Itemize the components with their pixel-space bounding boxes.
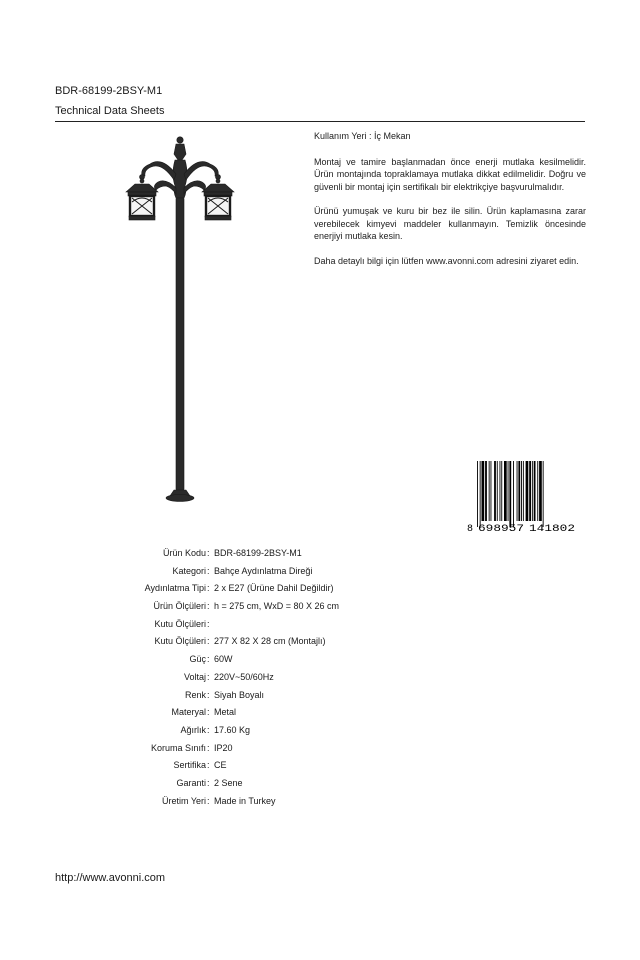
spec-row (0, 757, 640, 775)
barcode-bar (532, 461, 533, 521)
header-divider (55, 121, 585, 122)
barcode-bar (523, 461, 524, 521)
spec-value: 2 x E27 (Ürüne Dahil Değildir) (214, 583, 334, 594)
spec-row (0, 687, 640, 705)
spec-label: Sertifika (173, 760, 206, 771)
barcode-bar (477, 461, 478, 527)
spec-value: IP20 (214, 742, 233, 753)
spec-row (0, 651, 640, 669)
installation-warning: Montaj ve tamire başlanmadan önce enerji mutlaka kesilmelidir. Ürün montajında topraklamaya mutlaka dikkat edilmelidir. Doğru ve güvenli bir montaj için sertifikalı bir elektrikçiye başvurulmalıdır. (314, 156, 586, 192)
spec-value: 2 Sene (214, 777, 243, 788)
spec-value: BDR-68199-2BSY-M1 (214, 548, 302, 558)
spec-separator: : (207, 654, 210, 665)
barcode-bar (491, 461, 492, 521)
barcode-bar (513, 461, 514, 527)
specifications-table (0, 545, 640, 810)
spec-row (0, 669, 640, 687)
spec-label: Ürün Kodu (162, 548, 206, 558)
barcode-bar (485, 461, 487, 521)
barcode-bar (494, 461, 496, 521)
barcode-bar (521, 461, 522, 521)
spec-row (0, 722, 640, 740)
barcode-bar (518, 461, 520, 521)
spec-row (0, 740, 640, 758)
spec-separator: : (207, 760, 210, 771)
barcode-bar (534, 461, 536, 521)
cleaning-instructions: Ürünü yumuşak ve kuru bir bez ile silin. Ürün kaplamasına zarar verebilecek kimyevi maddeler kullanmayın. Temizlik öncesinde enerjiyi mutlaka kesin. (314, 206, 586, 241)
spec-separator: : (207, 601, 210, 612)
spec-value: h = 275 cm, WxD = 80 X 26 cm (214, 601, 340, 612)
spec-label: Kutu Ölçüleri (154, 618, 206, 629)
spec-row (0, 563, 640, 581)
spec-value: 17.60 Kg (214, 724, 251, 735)
header (55, 84, 585, 122)
barcode-bars (477, 461, 544, 527)
spec-label: Ürün Ölçüleri (153, 601, 206, 612)
spec-value: Bahçe Aydınlatma Direği (214, 565, 313, 576)
barcode-bar (504, 461, 507, 521)
spec-separator: : (207, 742, 210, 753)
spec-row (0, 775, 640, 793)
barcode-bar (526, 461, 529, 521)
barcode-bar (497, 461, 498, 521)
barcode-bar (508, 461, 509, 521)
spec-label: Koruma Sınıfı (150, 742, 206, 753)
barcode-bar (539, 461, 542, 521)
spec-separator: : (207, 583, 210, 594)
usage-instructions (314, 130, 586, 279)
spec-label: Aydınlatma Tipi (144, 583, 206, 594)
barcode-bar (529, 461, 531, 521)
barcode (467, 461, 585, 533)
spec-row (0, 545, 640, 563)
spec-separator: : (207, 671, 210, 682)
spec-label: Materyal (171, 707, 206, 718)
spec-value: Made in Turkey (214, 795, 276, 806)
spec-value: CE (214, 760, 227, 771)
spec-value: 60W (214, 654, 233, 665)
website-url: http://www.avonni.com (55, 872, 166, 884)
more-info-note: Daha detaylı bilgi için lütfen www.avonni.com adresini ziyaret edin. (314, 255, 579, 266)
spec-label: Güç (189, 654, 206, 665)
spec-separator: : (207, 548, 210, 558)
spec-row (0, 616, 640, 634)
spec-label: Ağırlık (180, 724, 206, 735)
barcode-bar (517, 461, 518, 521)
spec-row (0, 704, 640, 722)
spec-separator: : (207, 618, 210, 629)
garden-lamp-post-image (118, 134, 242, 504)
spec-value: 277 X 82 X 28 cm (Montajlı) (214, 636, 326, 647)
spec-label: Renk (184, 689, 206, 700)
spec-label: Voltaj (183, 671, 206, 682)
barcode-bar (489, 461, 490, 521)
spec-row (0, 633, 640, 651)
spec-separator: : (207, 724, 210, 735)
spec-row (0, 793, 640, 811)
spec-separator: : (207, 565, 210, 576)
spec-value: 220V~50/60Hz (214, 671, 274, 682)
spec-label: Garanti (176, 777, 206, 788)
usage-location: Kullanım Yeri : İç Mekan (314, 131, 411, 141)
barcode-bar (537, 461, 538, 521)
barcode-bar (501, 461, 502, 521)
barcode-bar (480, 461, 481, 527)
spec-separator: : (207, 795, 210, 806)
spec-label: Kutu Ölçüleri (154, 636, 206, 647)
spec-separator: : (207, 636, 210, 647)
spec-label: Üretim Yeri (161, 795, 206, 806)
barcode-left-group: 698957 (478, 524, 524, 533)
spec-value: Siyah Boyalı (214, 689, 265, 700)
barcode-first-digit: 8 (467, 524, 474, 533)
spec-row (0, 598, 640, 616)
barcode-right-group: 141802 (529, 524, 575, 533)
barcode-bar (509, 461, 511, 527)
spec-separator: : (207, 689, 210, 700)
spec-value: Metal (214, 707, 237, 718)
spec-label: Kategori (172, 565, 206, 576)
spec-separator: : (207, 777, 210, 788)
barcode-bar (482, 461, 485, 521)
spec-row (0, 580, 640, 598)
barcode-bar (543, 461, 544, 527)
document-subtitle: Technical Data Sheets (55, 105, 165, 117)
barcode-bar (500, 461, 501, 521)
product-code-title: BDR-68199-2BSY-M1 (55, 85, 163, 97)
spec-separator: : (207, 707, 210, 718)
